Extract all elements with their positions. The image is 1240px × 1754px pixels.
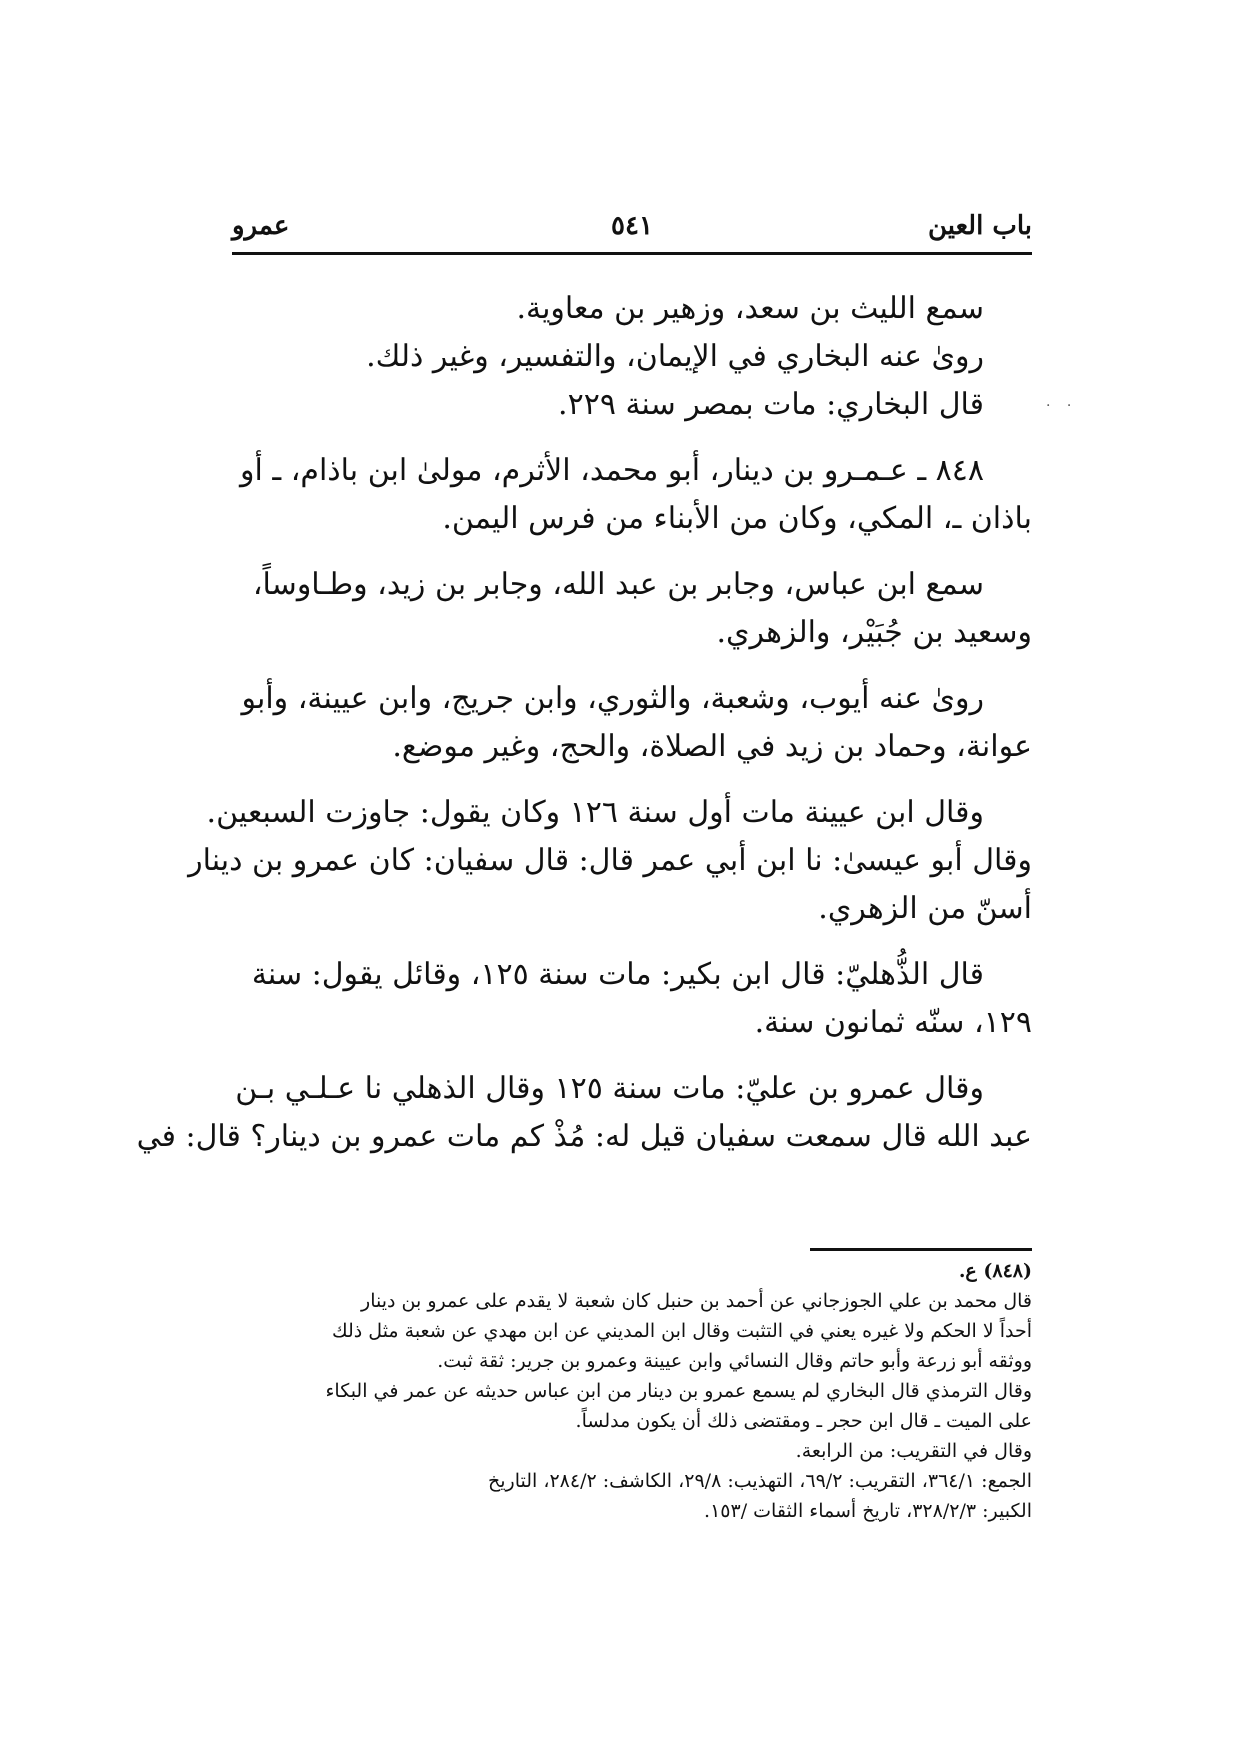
footnote-line: أحداً لا الحكم ولا غيره يعني في التثبت وقال ابن المديني عن ابن مهدي عن شعبة مثل ذلك [332,1320,1032,1342]
text-line: عبد الله قال سمعت سفيان قيل له: مُذْ كم مات عمرو بن دينار؟ قال: في [136,1119,1032,1154]
text-line: ١٢٩، سنّه ثمانون سنة. [754,1005,1032,1040]
text-line: سمع الليث بن سعد، وزهير بن معاوية. [516,291,984,326]
footnote-line: قال محمد بن علي الجوزجاني عن أحمد بن حنبل كان شعبة لا يقدم على عمرو بن دينار [361,1290,1032,1312]
footnote-rule [810,1248,1032,1251]
header-rule [232,252,1032,255]
text-line: قال البخاري: مات بمصر سنة ٢٢٩. [558,387,984,422]
text-line: قال الذُّهليّ: قال ابن بكير: مات سنة ١٢٥، وقائل يقول: سنة [251,957,984,992]
text-line: أسنّ من الزهري. [818,891,1032,926]
text-line: وقال أبو عيسىٰ: نا ابن أبي عمر قال: قال سفيان: كان عمرو بن دينار [188,843,1032,878]
footnote-line: وقال في التقريب: من الرابعة. [795,1440,1032,1462]
text-line: ٨٤٨ ـ عـمـرو بن دينار، أبو محمد، الأثرم، مولىٰ ابن باذام، ـ أو [240,453,984,488]
text-line: سمع ابن عباس، وجابر بن عبد الله، وجابر بن زيد، وطـاوساً، [252,567,984,602]
footnote-line: وقال الترمذي قال البخاري لم يسمع عمرو بن دينار من ابن عباس حديثه عن عمر في البكاء [325,1380,1032,1402]
footnote-line: الكبير: ٣٢٨/٢/٣، تاريخ أسماء الثقات /١٥٣. [704,1500,1032,1522]
running-header [232,206,1032,246]
footnote-text [232,1286,1032,1526]
footnote-line: ووثقه أبو زرعة وأبو حاتم وقال النسائي وابن عيينة وعمرو بن جرير: ثقة ثبت. [437,1350,1032,1372]
main-text [136,285,1032,1161]
footnote-line: على الميت ـ قال ابن حجر ـ ومقتضى ذلك أن يكون مدلساً. [575,1410,1032,1432]
footnotes [232,1256,1032,1526]
text-line: وقال عمرو بن عليّ: مات سنة ١٢٥ وقال الذهلي نا عـلـي بـن [235,1071,984,1106]
text-line: روىٰ عنه أيوب، وشعبة، والثوري، وابن جريج، وابن عيينة، وأبو [241,681,984,716]
text-line: وقال ابن عيينة مات أول سنة ١٢٦ وكان يقول: جاوزت السبعين. [206,795,984,830]
entry-name: عمرو [232,211,290,241]
footnote-label: (٨٤٨) ع. [958,1260,1032,1282]
text-line: باذان ـ، المكي، وكان من الأبناء من فرس اليمن. [442,501,1032,536]
footnote-line: الجمع: ٣٦٤/١، التقريب: ٦٩/٢، التهذيب: ٢٩/٨، الكاشف: ٢٨٤/٢، التاريخ [487,1470,1032,1492]
text-line: عوانة، وحماد بن زيد في الصلاة، والحج، وغير موضع. [392,729,1032,764]
page-number: ٥٤١ [611,211,653,241]
margin-mark: · · [1046,398,1078,414]
text-line: روىٰ عنه البخاري في الإيمان، والتفسير، وغير ذلك. [366,339,984,374]
chapter-title: باب العين [927,211,1032,241]
text-line: وسعيد بن جُبَيْر، والزهري. [716,615,1032,650]
